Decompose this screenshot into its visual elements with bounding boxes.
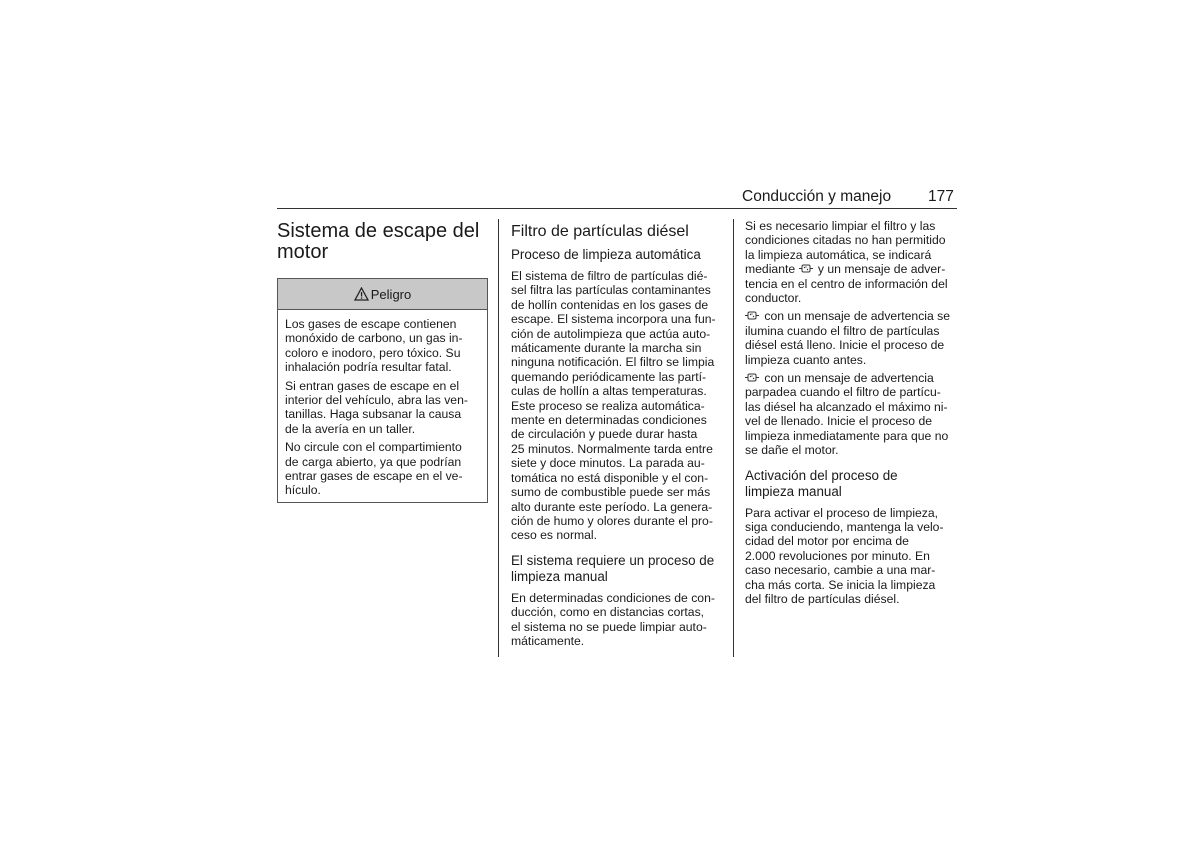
page-number: 177 [928, 188, 954, 205]
text-line: ilumina cuando el filtro de partículas [745, 323, 940, 338]
manual-cleaning-required-heading [511, 553, 724, 585]
text-line: mente en determinadas condiciones [511, 413, 707, 428]
text-line: de carga abierto, ya que podrían [285, 454, 462, 469]
column-divider-2 [733, 219, 734, 657]
text-line: tanillas. Haga subsanar la causa [285, 407, 462, 422]
text-line: 2.000 revoluciones por minuto. En [745, 548, 930, 563]
text-line: limpieza cuanto antes. [745, 352, 867, 367]
text-line: cidad del motor por encima de [745, 534, 909, 549]
text-line: máticamente durante la marcha sin [511, 341, 702, 356]
text-line: ninguna notificación. El filtro se limpia [511, 355, 715, 370]
text-line: ción de autolimpieza que actúa auto- [511, 326, 711, 341]
text-line: condiciones citadas no han permitido [745, 233, 946, 248]
text-line: de la avería en un taller. [285, 421, 416, 436]
section-title-line-2: motor [277, 241, 329, 263]
danger-label: Peligro [370, 286, 412, 302]
danger-header [278, 279, 487, 310]
text-line: de hollín contenidas en los gases de [511, 297, 709, 312]
danger-paragraph [285, 440, 480, 498]
text-line: y un mensaje de adver- [817, 262, 946, 277]
text-line: máticamente. [511, 633, 585, 648]
text-line: tencia en el centro de información del [745, 276, 948, 291]
dpf-heading: Filtro de partículas diésel [511, 223, 689, 240]
text-line: alto durante este período. La genera- [511, 499, 713, 514]
text-line: hículo. [285, 483, 321, 498]
danger-body [278, 310, 487, 498]
text-line: En determinadas condiciones de con- [511, 590, 715, 605]
auto-cleaning-paragraph [511, 269, 724, 543]
text-line: culas de hollín a altas temperaturas. [511, 384, 707, 399]
danger-paragraph [285, 317, 480, 375]
text-line: interior del vehículo, abra las ven- [285, 393, 468, 408]
text-line: parpadea cuando el filtro de partícu- [745, 385, 941, 400]
text-line: coloro e inodoro, pero tóxico. Su [285, 345, 461, 360]
indicator-paragraph [745, 219, 958, 305]
indicator-flashing-paragraph [745, 371, 958, 457]
text-line: del filtro de partículas diésel. [745, 591, 900, 606]
text-line: ción de humo y olores durante el pro- [511, 513, 713, 528]
text-line: limpieza inmediatamente para que no [745, 428, 949, 443]
text-line: limpieza manual [745, 483, 842, 499]
right-column [745, 219, 958, 610]
text-line: tomática no está disponible y el con- [511, 470, 709, 485]
indicator-lit-paragraph [745, 309, 958, 367]
text-line: Este proceso se realiza automática- [511, 398, 705, 413]
text-line: vel de llenado. Inicie el proceso de [745, 414, 932, 429]
text-line: se dañe el motor. [745, 443, 839, 458]
text-line: No circule con el compartimiento [285, 440, 462, 455]
danger-paragraph [285, 379, 480, 437]
particulate-filter-icon [745, 310, 759, 321]
text-line: quemando periódicamente las partí- [511, 369, 707, 384]
manual-activation-paragraph [745, 506, 958, 607]
header-rule [277, 208, 957, 209]
particulate-filter-icon [745, 372, 759, 383]
section-title-line-1: Sistema de escape del [277, 220, 480, 242]
text-line: Activación del proceso de [745, 467, 898, 483]
text-line: siga conduciendo, mantenga la velo- [745, 519, 944, 534]
text-line: Los gases de escape contienen [285, 317, 457, 331]
middle-column [511, 219, 724, 652]
text-line: monóxido de carbono, un gas in- [285, 331, 463, 346]
text-line: El sistema requiere un proceso de [511, 552, 715, 568]
text-line: con un mensaje de advertencia [764, 371, 934, 386]
text-line: con un mensaje de advertencia se [764, 309, 951, 324]
text-line: El sistema de filtro de partículas dié- [511, 269, 708, 283]
text-line: Para activar el proceso de limpieza, [745, 505, 939, 520]
text-line: las diésel ha alcanzado el máximo ni- [745, 399, 948, 414]
text-line: limpieza manual [511, 568, 608, 584]
running-header-section: Conducción y manejo [742, 188, 892, 205]
text-line: ceso es normal. [511, 528, 598, 543]
particulate-filter-icon [799, 263, 813, 274]
text-line: inhalación podría resultar fatal. [285, 360, 452, 375]
left-column [277, 219, 487, 263]
text-line: ducción, como en distancias cortas, [511, 605, 705, 620]
section-title [277, 221, 487, 263]
text-line: Si entran gases de escape en el [285, 378, 460, 393]
manual-activation-heading [745, 468, 958, 500]
text-line: el sistema no se puede limpiar auto- [511, 619, 707, 634]
warning-triangle-icon [354, 287, 369, 301]
text-line: sumo de combustible puede ser más [511, 485, 711, 500]
text-line: siete y doce minutos. La parada au- [511, 456, 705, 471]
text-line: diésel está lleno. Inicie el proceso de [745, 338, 945, 353]
auto-cleaning-heading: Proceso de limpieza automática [511, 247, 701, 262]
text-line: cha más corta. Se inicia la limpieza [745, 577, 936, 592]
danger-box [277, 278, 488, 503]
text-line: mediante [745, 262, 796, 277]
manual-cleaning-required-paragraph [511, 591, 724, 649]
text-line: Si es necesario limpiar el filtro y las [745, 219, 936, 233]
text-line: entrar gases de escape en el ve- [285, 469, 463, 484]
text-line: conductor. [745, 291, 802, 306]
text-line: caso necesario, cambie a una mar- [745, 563, 936, 578]
text-line: la limpieza automática, se indicará [745, 247, 932, 262]
text-line: sel filtra las partículas contaminantes [511, 283, 711, 298]
text-line: escape. El sistema incorpora una fun- [511, 312, 716, 327]
column-divider-1 [498, 219, 499, 657]
text-line: de circulación y puede durar hasta [511, 427, 698, 442]
text-line: 25 minutos. Normalmente tarda entre [511, 441, 713, 456]
